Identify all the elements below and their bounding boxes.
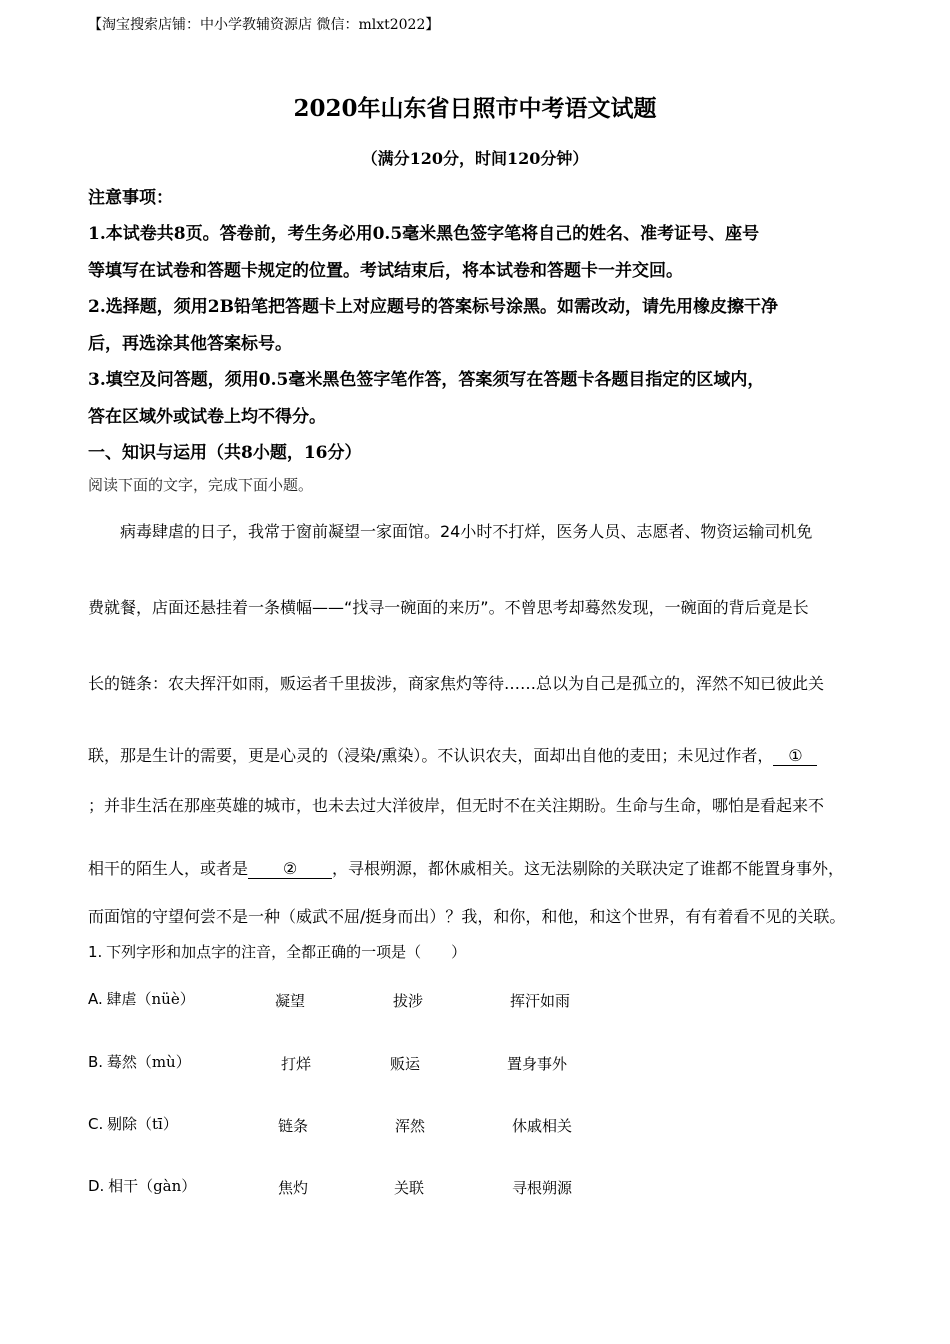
option-item: 浑然 [395,1117,426,1135]
notes-line: 答在区域外或试卷上均不得分。 [88,407,326,427]
passage-line: 而面馆的守望何尝不是一种（威武不屈/挺身而出）？我，和你，和他，和这个世界，有有着看不见的关联。 [88,907,846,926]
passage-line: 病毒肆虐的日子，我常于窗前凝望一家面馆。24小时不打烊，医务人员、志愿者、物资运输司机免 [88,522,813,541]
reading-instruction: 阅读下面的文字，完成下面小题。 [88,476,314,494]
option-d[interactable] [88,1175,196,1196]
notes-line: 2.选择题，须用2B铅笔把答题卡上对应题号的答案标号涂黑。如需改动，请先用橡皮擦干净 [88,297,778,317]
option-label: C. [88,1115,104,1133]
notes-line: 1.本试卷共8页。答卷前，考生务必用0.5毫米黑色签字笔将自己的姓名、准考证号、座号 [88,224,760,244]
passage-line [88,743,817,766]
section-heading: 一、知识与运用（共8小题，16分） [88,443,362,463]
notes-line: 后，再选涂其他答案标号。 [88,334,292,354]
option-item: 剔除（tī） [107,1115,178,1133]
option-item: 寻根朔源 [512,1179,573,1197]
passage-line: 费就餐，店面还悬挂着一条横幅——“找寻一碗面的来历”。不曾思考却蓦然发现，一碗面的背后竟是长 [88,598,809,617]
option-item: 相干（gàn） [108,1177,197,1195]
option-item: 焦灼 [278,1179,309,1197]
option-a[interactable] [88,988,195,1009]
option-label: A. [88,990,103,1008]
passage-line: 长的链条：农夫挥汗如雨，贩运者千里拔涉，商家焦灼等待……总以为自己是孤立的，浑然不知已彼此关 [88,674,825,693]
passage-line [88,856,844,879]
blank-1: ① [773,747,817,766]
option-item: 休戚相关 [512,1117,573,1135]
passage-line: ；并非生活在那座英雄的城市，也未去过大洋彼岸，但无时不在关注期盼。生命与生命，哪怕是看起来不 [88,796,825,815]
option-c[interactable] [88,1113,178,1134]
option-item: 链条 [278,1117,309,1135]
passage-text: 相干的陌生人，或者是 [88,859,249,878]
option-item: 关联 [394,1179,425,1197]
question-number: 1. [88,943,103,961]
notes-line: 等填写在试卷和答题卡规定的位置。考试结束后，将本试卷和答题卡一并交回。 [88,261,683,281]
page-title: 2020年山东省日照市中考语文试题 [293,95,657,122]
passage-text: 联，那是生计的需要，更是心灵的（浸染/熏染）。不认识农夫，面却出自他的麦田；未见过作者， [88,746,774,765]
question-1 [88,941,466,962]
option-item: 拔涉 [393,992,424,1010]
option-item: 置身事外 [507,1055,568,1073]
blank-2: ② [248,860,332,879]
option-item: 肆虐（nüè） [106,990,195,1008]
question-stem: 下列字形和加点字的注音，全都正确的一项是（ ） [106,943,467,961]
option-item: 凝望 [275,992,306,1010]
page-subtitle: （满分120分，时间120分钟） [361,149,589,168]
option-item: 蓦然（mù） [106,1053,191,1071]
passage-text: ，寻根朔源，都休戚相关。这无法剔除的关联决定了谁都不能置身事外， [332,859,845,878]
option-item: 打烊 [281,1055,312,1073]
option-label: B. [88,1053,104,1071]
option-b[interactable] [88,1051,191,1072]
header-watermark: 【淘宝搜索店铺：中小学教辅资源店 微信：mlxt2022】 [88,17,440,33]
notes-heading: 注意事项： [88,188,173,208]
notes-line: 3.填空及问答题，须用0.5毫米黑色签字笔作答，答案须写在答题卡各题目指定的区域内， [88,370,765,390]
option-item: 挥汗如雨 [510,992,571,1010]
option-item: 贩运 [390,1055,421,1073]
option-label: D. [88,1177,105,1195]
